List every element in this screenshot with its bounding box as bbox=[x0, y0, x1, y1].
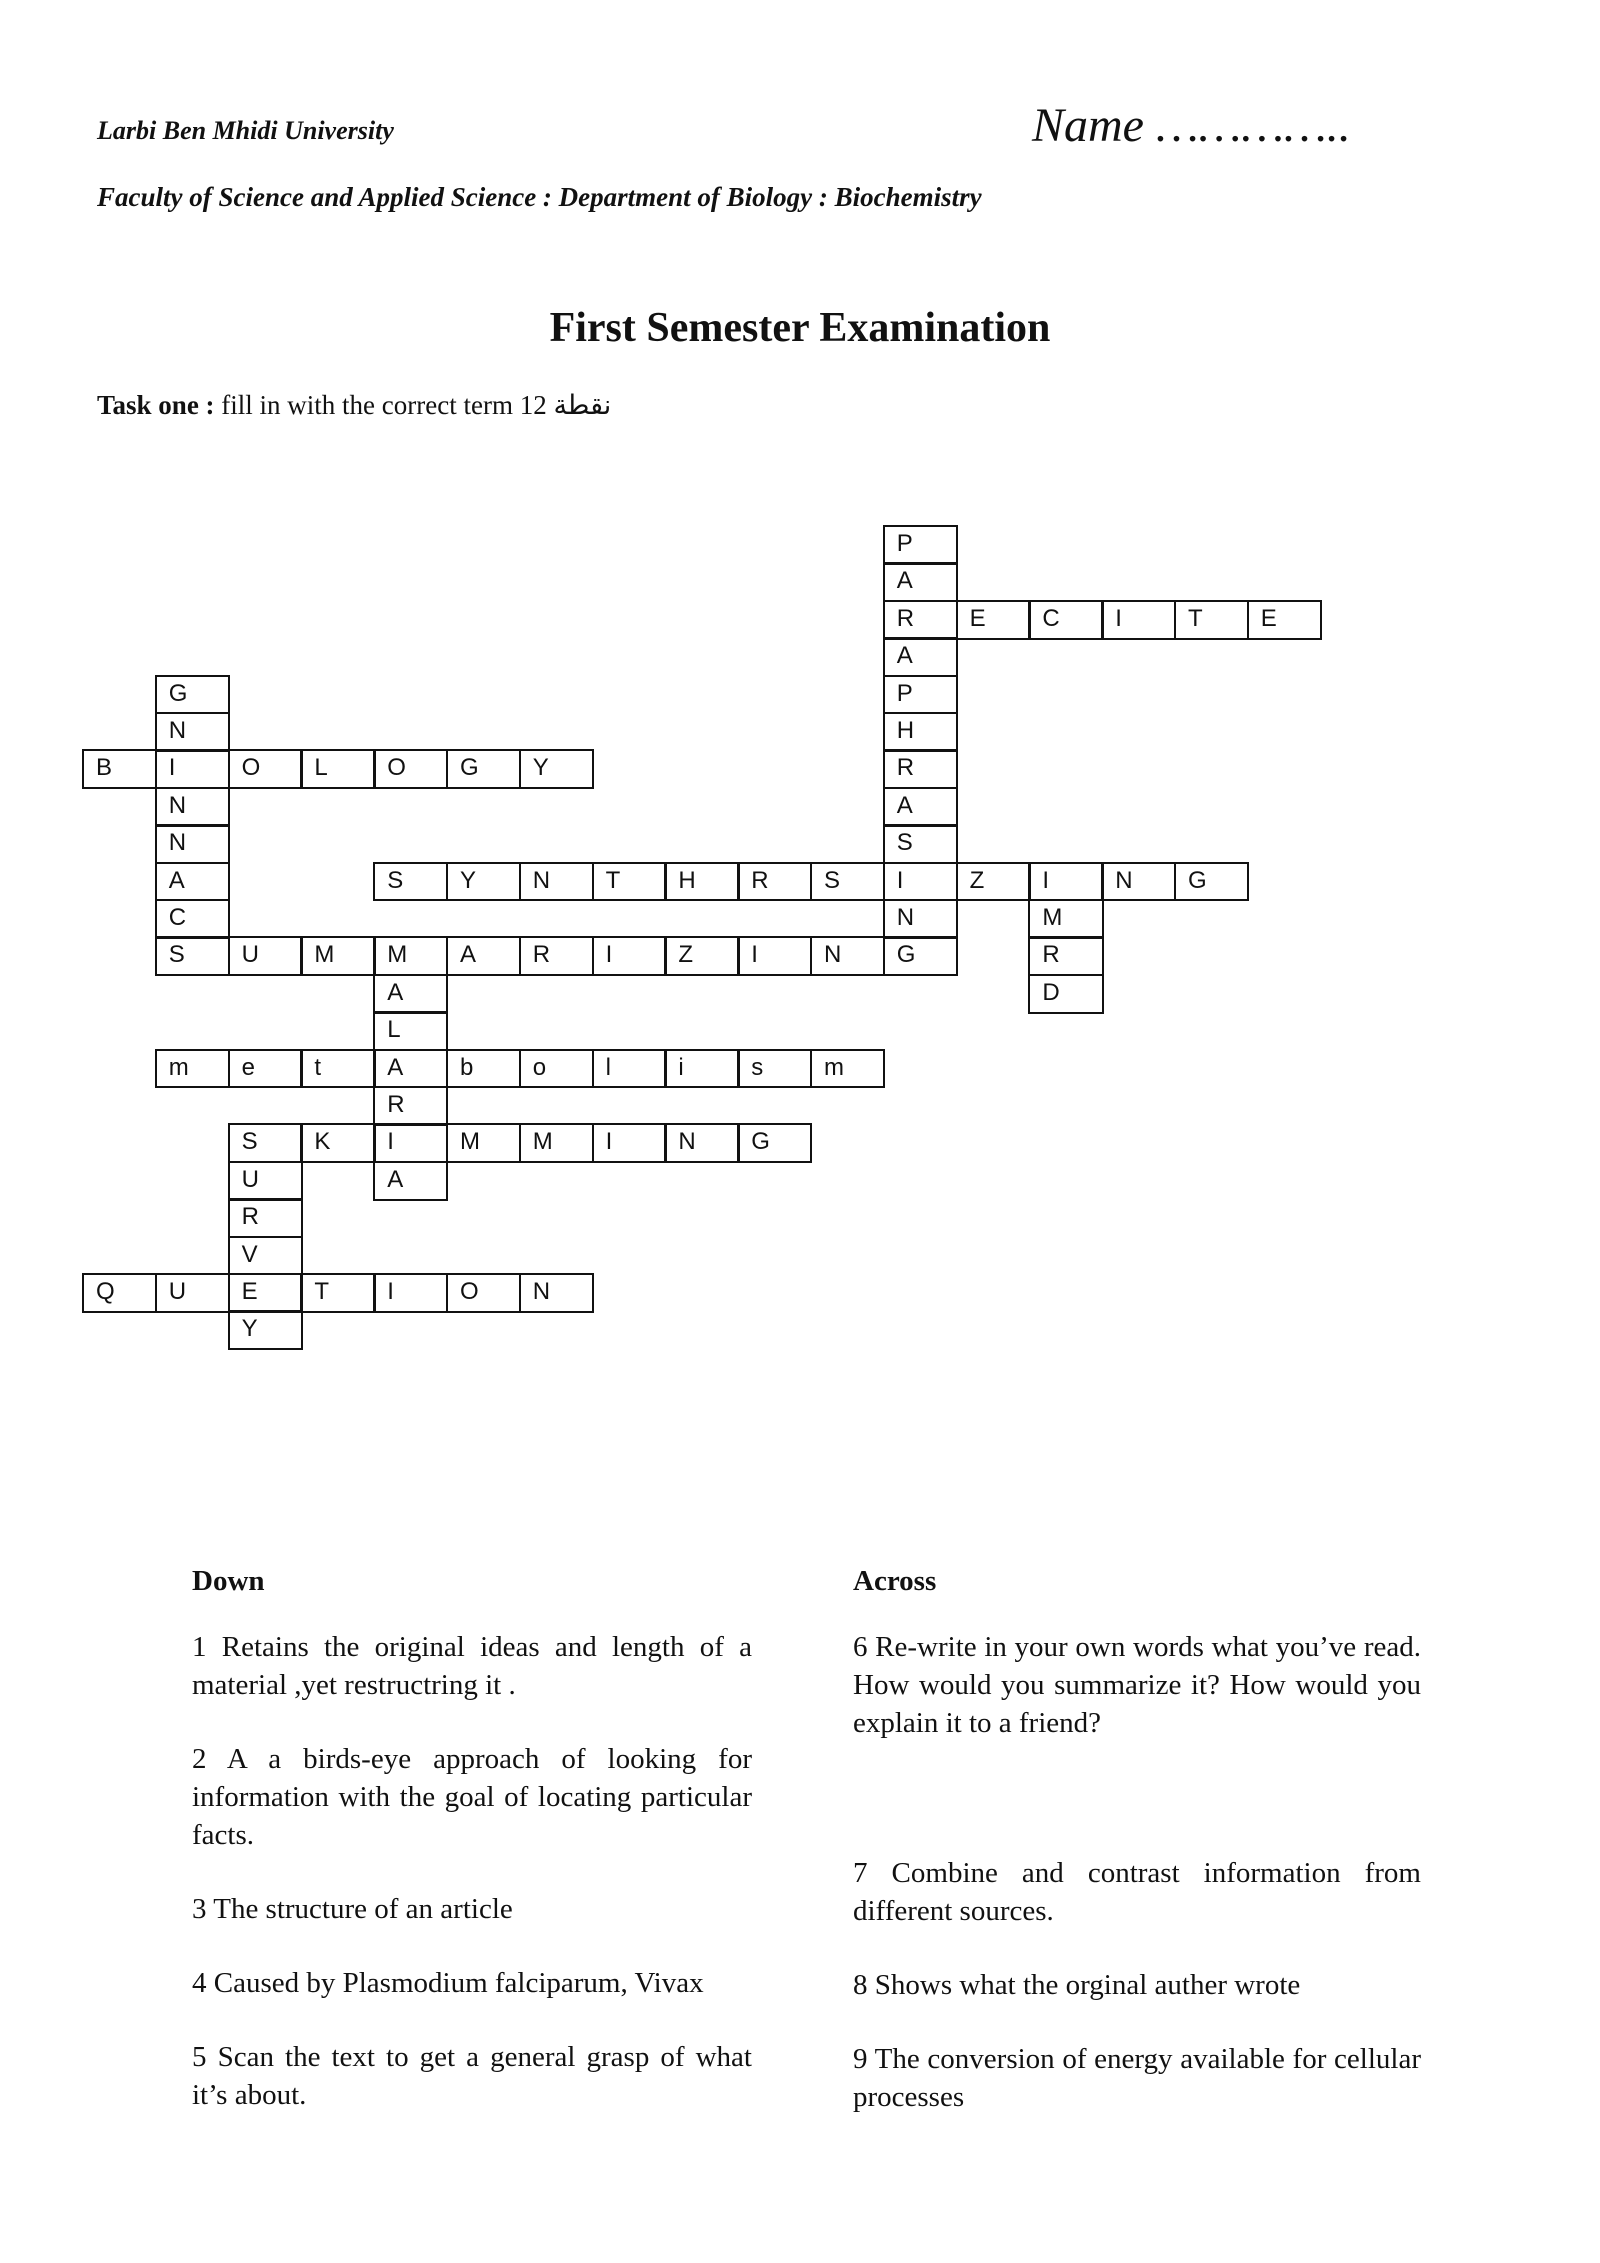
crossword-cell bbox=[883, 862, 958, 902]
crossword-cell bbox=[883, 637, 958, 677]
crossword-letter: M bbox=[314, 941, 335, 969]
crossword-cell bbox=[883, 824, 958, 864]
crossword-cell bbox=[373, 936, 448, 976]
crossword-cell bbox=[664, 862, 739, 902]
crossword-letter: N bbox=[1115, 866, 1133, 894]
crossword-cell bbox=[155, 1049, 230, 1089]
crossword-letter: L bbox=[387, 1016, 401, 1044]
crossword-cell bbox=[228, 1236, 303, 1276]
crossword-letter: N bbox=[168, 829, 187, 857]
crossword-letter: E bbox=[969, 604, 986, 632]
crossword-letter: T bbox=[605, 866, 621, 894]
crossword-letter: K bbox=[314, 1128, 331, 1156]
crossword-cell bbox=[664, 936, 739, 976]
crossword-letter: R bbox=[532, 941, 551, 969]
down-clue: 1 Retains the original ideas and length of a material ,yet restructring it . bbox=[192, 1631, 752, 1701]
crossword-cell bbox=[300, 749, 375, 789]
crossword-letter: S bbox=[168, 941, 185, 969]
crossword-cell bbox=[883, 525, 958, 565]
crossword-cell bbox=[155, 862, 230, 902]
crossword-cell bbox=[883, 787, 958, 827]
crossword-cell bbox=[155, 899, 230, 939]
crossword-cell bbox=[228, 1273, 303, 1313]
crossword-cell bbox=[228, 936, 303, 976]
crossword-cell bbox=[300, 936, 375, 976]
crossword-cell bbox=[592, 862, 667, 902]
crossword-cell bbox=[1101, 862, 1176, 902]
crossword-letter: O bbox=[460, 1278, 479, 1305]
crossword-cell bbox=[664, 1049, 739, 1089]
crossword-cell bbox=[373, 974, 448, 1014]
crossword-letter: A bbox=[896, 791, 913, 819]
crossword-cell bbox=[592, 1049, 667, 1089]
crossword-letter: I bbox=[605, 1128, 613, 1156]
crossword-cell bbox=[228, 749, 303, 789]
crossword-letter: N bbox=[678, 1128, 696, 1156]
crossword-letter: C bbox=[168, 904, 187, 931]
crossword-cell bbox=[956, 600, 1031, 640]
crossword-cell bbox=[373, 1011, 448, 1051]
crossword-cell bbox=[228, 1161, 303, 1201]
crossword-cell bbox=[519, 749, 594, 789]
crossword-cell bbox=[228, 1049, 303, 1089]
crossword-cell bbox=[228, 1310, 303, 1350]
university-name: Larbi Ben Mhidi University bbox=[97, 116, 394, 145]
down-clue: 5 Scan the text to get a general grasp of what it’s about. bbox=[192, 2041, 752, 2111]
crossword-letter: S bbox=[896, 829, 913, 857]
crossword-letter: T bbox=[1188, 604, 1203, 632]
crossword-cell bbox=[664, 1123, 739, 1163]
crossword-letter: I bbox=[896, 866, 904, 894]
name-field-label: Name ………….. bbox=[1032, 99, 1351, 152]
crossword-cell bbox=[373, 1049, 448, 1089]
crossword-letter: N bbox=[168, 717, 187, 744]
crossword-letter: Y bbox=[241, 1315, 258, 1343]
crossword-cell bbox=[1174, 862, 1249, 902]
crossword-cell bbox=[519, 1049, 594, 1089]
crossword-cell bbox=[883, 600, 958, 640]
crossword-letter: O bbox=[387, 754, 406, 782]
across-clue: 9 The conversion of energy available for cellular processes bbox=[853, 2043, 1421, 2113]
crossword-letter: B bbox=[96, 754, 113, 782]
crossword-cell bbox=[519, 936, 594, 976]
crossword-letter: C bbox=[1042, 604, 1060, 632]
crossword-cell bbox=[592, 936, 667, 976]
crossword-letter: R bbox=[241, 1203, 259, 1231]
crossword-letter: M bbox=[460, 1128, 480, 1156]
crossword-letter: s bbox=[751, 1053, 764, 1081]
crossword-letter: l bbox=[605, 1053, 611, 1081]
crossword-letter: N bbox=[532, 1278, 551, 1305]
crossword-letter: A bbox=[387, 1053, 404, 1081]
crossword-cell bbox=[810, 1049, 885, 1089]
crossword-cell bbox=[373, 1273, 448, 1313]
across-clues bbox=[853, 1562, 1421, 2152]
crossword-letter: G bbox=[896, 941, 916, 969]
crossword-cell bbox=[228, 1198, 303, 1238]
crossword-cell bbox=[155, 749, 230, 789]
crossword-letter: R bbox=[1042, 941, 1060, 969]
crossword-cell bbox=[883, 675, 958, 715]
crossword-cell bbox=[956, 862, 1031, 902]
crossword-letter: R bbox=[751, 866, 769, 894]
crossword-cell bbox=[155, 936, 230, 976]
crossword-cell bbox=[810, 936, 885, 976]
crossword-cell bbox=[519, 862, 594, 902]
crossword-cell bbox=[592, 1123, 667, 1163]
crossword-letter: Y bbox=[460, 866, 477, 894]
crossword-letter: P bbox=[896, 530, 913, 557]
across-clue: 6 Re-write in your own words what you’ve read. How would you summarize it? How would you explain it to a friend? bbox=[853, 1631, 1421, 1739]
crossword-letter: N bbox=[896, 904, 915, 931]
down-clue: 2 A a birds-eye approach of looking for information with the goal of locating particular facts. bbox=[192, 1743, 752, 1851]
crossword-cell bbox=[1247, 600, 1322, 640]
crossword-cell bbox=[373, 862, 448, 902]
crossword-cell bbox=[373, 749, 448, 789]
crossword-letter: M bbox=[387, 941, 408, 969]
crossword-letter: G bbox=[460, 754, 479, 782]
crossword-cell bbox=[155, 824, 230, 864]
crossword-letter: H bbox=[896, 717, 915, 744]
crossword-letter: I bbox=[387, 1278, 394, 1305]
crossword-cell bbox=[155, 675, 230, 715]
crossword-cell bbox=[300, 1273, 375, 1313]
crossword-letter: o bbox=[532, 1053, 547, 1081]
crossword-letter: P bbox=[896, 679, 913, 707]
crossword-letter: G bbox=[168, 679, 188, 707]
crossword-cell bbox=[228, 1123, 303, 1163]
across-clue: 7 Combine and contrast information from different sources. bbox=[853, 1857, 1421, 1927]
crossword-cell bbox=[300, 1123, 375, 1163]
crossword-letter: t bbox=[314, 1053, 322, 1081]
crossword-letter: Q bbox=[96, 1278, 115, 1305]
crossword-letter: G bbox=[1188, 866, 1207, 894]
crossword-letter: i bbox=[678, 1053, 684, 1081]
crossword-cell bbox=[155, 712, 230, 752]
crossword-cell bbox=[883, 562, 958, 602]
crossword-letter: S bbox=[824, 866, 841, 894]
crossword-letter: E bbox=[241, 1278, 258, 1305]
crossword-cell bbox=[883, 936, 958, 976]
crossword-letter: U bbox=[241, 1165, 259, 1193]
crossword-letter: R bbox=[896, 754, 915, 782]
crossword-letter: N bbox=[824, 941, 842, 969]
crossword-letter: R bbox=[387, 1091, 405, 1118]
crossword-letter: A bbox=[460, 941, 477, 969]
crossword-letter: V bbox=[241, 1240, 258, 1268]
task-text: fill in with the correct term 12 نقطة bbox=[214, 390, 612, 420]
crossword-letter: A bbox=[168, 866, 185, 894]
crossword-letter: S bbox=[387, 866, 404, 894]
crossword-cell bbox=[155, 1273, 230, 1313]
crossword-letter: A bbox=[896, 642, 913, 670]
exam-title: First Semester Examination bbox=[549, 305, 1051, 351]
crossword-letter: E bbox=[1260, 604, 1277, 632]
crossword-cell bbox=[300, 1049, 375, 1089]
crossword-letter: N bbox=[532, 866, 551, 894]
crossword-letter: Z bbox=[678, 941, 694, 969]
crossword-cell bbox=[1028, 936, 1103, 976]
crossword-cell bbox=[1028, 862, 1103, 902]
crossword-letter: I bbox=[751, 941, 758, 969]
crossword-letter: R bbox=[896, 604, 915, 632]
crossword-cell bbox=[1028, 600, 1103, 640]
crossword-cell bbox=[446, 936, 521, 976]
crossword-cell bbox=[373, 1161, 448, 1201]
crossword-letter: m bbox=[824, 1053, 844, 1081]
crossword-letter: m bbox=[168, 1053, 189, 1081]
crossword-letter: e bbox=[241, 1053, 255, 1081]
faculty-line: Faculty of Science and Applied Science : Department of Biology : Biochemistry bbox=[97, 182, 982, 212]
crossword-cell bbox=[373, 1123, 448, 1163]
crossword-letter: A bbox=[387, 978, 404, 1006]
crossword-letter: I bbox=[1042, 866, 1050, 894]
crossword-letter: L bbox=[314, 754, 328, 782]
crossword-letter: Z bbox=[969, 866, 985, 894]
crossword-cell bbox=[883, 712, 958, 752]
down-clue: 3 The structure of an article bbox=[192, 1893, 513, 1925]
crossword-cell bbox=[82, 1273, 157, 1313]
down-clue: 4 Caused by Plasmodium falciparum, Vivax bbox=[192, 1967, 704, 1999]
task-label: Task one : bbox=[97, 390, 215, 420]
crossword-cell bbox=[446, 1273, 521, 1313]
down-clues bbox=[192, 1562, 752, 2150]
crossword-cell bbox=[883, 899, 958, 939]
crossword-letter: I bbox=[168, 754, 176, 782]
crossword-letter: A bbox=[896, 567, 913, 595]
crossword-cell bbox=[446, 862, 521, 902]
crossword-cell bbox=[1101, 600, 1176, 640]
crossword-letter: D bbox=[1042, 978, 1060, 1006]
crossword-letter: M bbox=[1042, 904, 1063, 931]
crossword-letter: I bbox=[605, 941, 613, 969]
crossword-letter: Y bbox=[532, 754, 549, 782]
crossword-cell bbox=[737, 1123, 812, 1163]
across-clue: 8 Shows what the orginal auther wrote bbox=[853, 1969, 1301, 2001]
crossword-letter: U bbox=[241, 941, 259, 969]
crossword-letter: G bbox=[751, 1128, 770, 1156]
crossword-letter: T bbox=[314, 1278, 330, 1305]
across-heading: Across bbox=[853, 1565, 937, 1597]
crossword-cell bbox=[446, 749, 521, 789]
crossword-cell bbox=[1028, 974, 1103, 1014]
crossword-cell bbox=[446, 1049, 521, 1089]
crossword-cell bbox=[519, 1273, 594, 1313]
crossword-letter: O bbox=[241, 754, 261, 782]
crossword-letter: I bbox=[387, 1128, 394, 1156]
crossword-letter: A bbox=[387, 1165, 404, 1193]
crossword-letter: N bbox=[168, 791, 187, 819]
crossword-letter: b bbox=[460, 1053, 474, 1081]
crossword-letter: U bbox=[168, 1278, 187, 1305]
crossword-cell bbox=[737, 936, 812, 976]
crossword-cell bbox=[1028, 899, 1103, 939]
crossword-letter: H bbox=[678, 866, 696, 894]
crossword-cell bbox=[810, 862, 885, 902]
down-heading: Down bbox=[192, 1565, 265, 1597]
crossword-cell bbox=[737, 862, 812, 902]
crossword-cell bbox=[373, 1086, 448, 1126]
crossword-cell bbox=[519, 1123, 594, 1163]
crossword-cell bbox=[155, 787, 230, 827]
crossword-cell bbox=[883, 749, 958, 789]
crossword-cell bbox=[82, 749, 157, 789]
crossword-cell bbox=[1174, 600, 1249, 640]
crossword-letter: I bbox=[1115, 604, 1122, 632]
crossword-cell bbox=[446, 1123, 521, 1163]
crossword-letter: M bbox=[532, 1128, 553, 1156]
crossword-letter: S bbox=[241, 1128, 258, 1156]
crossword-cell bbox=[737, 1049, 812, 1089]
